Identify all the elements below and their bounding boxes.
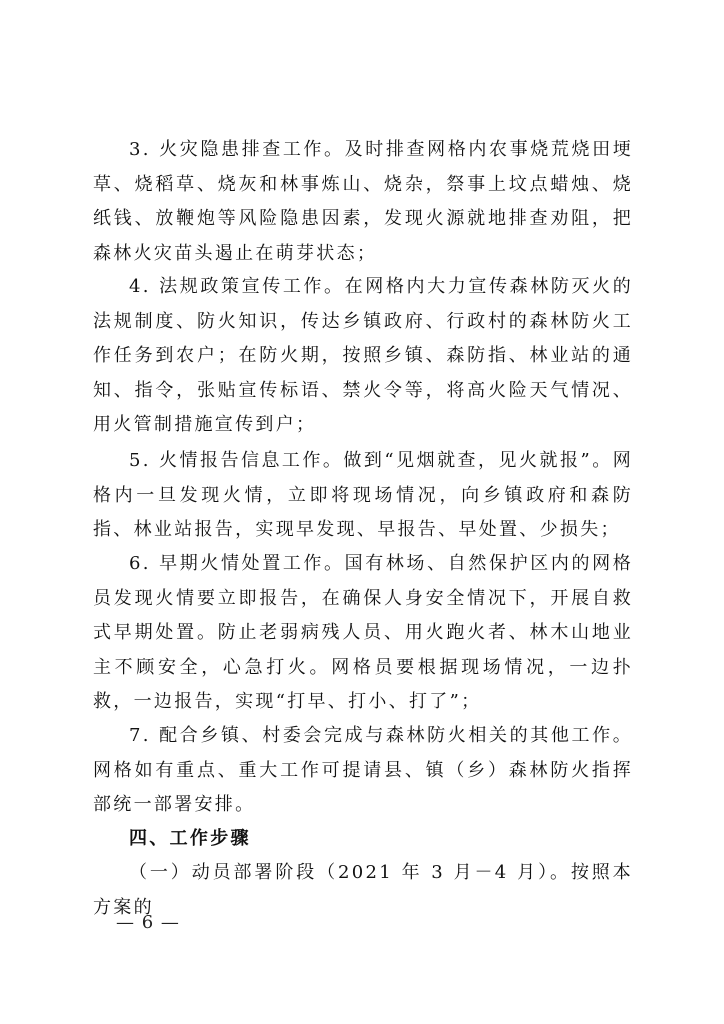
page-number: — 6 — <box>116 912 180 933</box>
section-heading: 四、工作步骤 <box>129 828 251 849</box>
paragraph-mobilization-stage: （一）动员部署阶段（2021 年 3 月－4 月）。按照本方案的 <box>93 862 633 918</box>
paragraph-fire-reporting: 5. 火情报告信息工作。做到“见烟就查，见火就报”。网格内一旦发现火情，立即将现场情况，向乡镇政府和森防指、林业站报告，实现早发现、早报告、早处置、少损失； <box>93 450 633 540</box>
paragraph-fire-hazard-inspection: 3. 火灾隐患排查工作。及时排查网格内农事烧荒烧田埂草、烧稻草、烧灰和林事炼山、烧杂，祭事上坟点蜡烛、烧纸钱、放鞭炮等风险隐患因素，发现火源就地排查劝阻，把森林火灾苗头遏止在萌芽状态； <box>93 139 633 264</box>
paragraph-early-fire-handling: 6. 早期火情处置工作。国有林场、自然保护区内的网格员发现火情要立即报告，在确保人身安全情况下，开展自救式早期处置。防止老弱病残人员、用火跑火者、林木山地业主不顾安全，心急打火。网格员要根据现场情况，一边扑救，一边报告，实现“打早、打小、打了”； <box>93 553 633 712</box>
paragraph-other-cooperation: 7. 配合乡镇、村委会完成与森林防火相关的其他工作。网格如有重点、重大工作可提请县、镇（乡）森林防火指挥部统一部署安排。 <box>93 725 633 815</box>
paragraph-policy-publicity: 4. 法规政策宣传工作。在网格内大力宣传森林防灭火的法规制度、防火知识，传达乡镇政府、行政村的森林防火工作任务到农户；在防火期，按照乡镇、森防指、林业站的通知、指令，张贴宣传标语、禁火令等，将高火险天气情况、用火管制措施宣传到户； <box>93 276 633 435</box>
